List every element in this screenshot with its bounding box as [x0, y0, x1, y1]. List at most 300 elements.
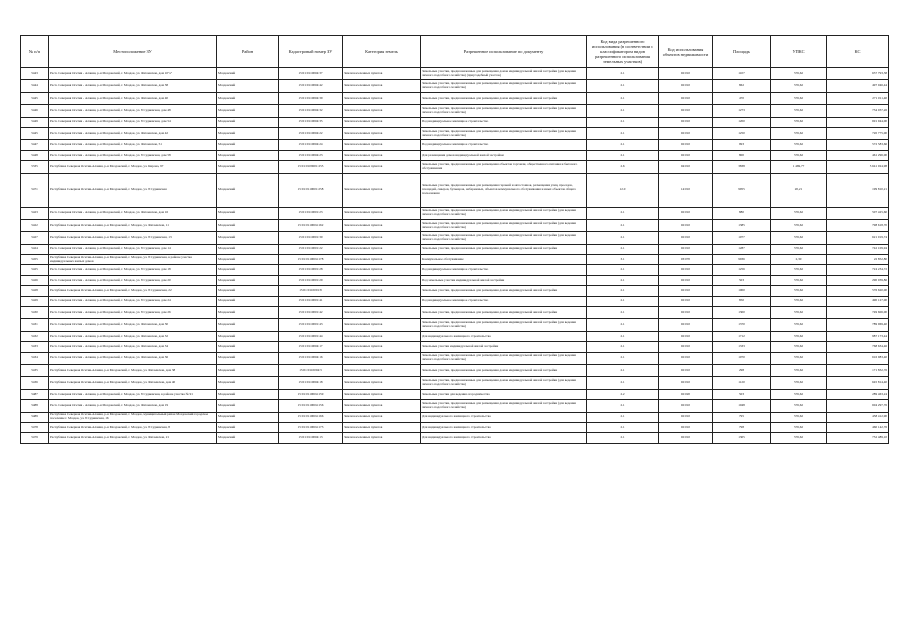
district-cell: Моздокский: [217, 117, 279, 127]
table-row: [21, 342, 889, 352]
permitted-use-cell: Земельные участки для ведения огородничества: [421, 389, 587, 399]
upks-cell: 576,62: [771, 150, 827, 160]
row-number-cell: 5426: [21, 275, 49, 285]
row-number-cell: 5471: [21, 173, 49, 207]
ks-cell: 720 775,00: [827, 127, 889, 139]
cadastral-number-cell: 15:01:0110004:162: [279, 219, 343, 231]
upks-cell: 576,62: [771, 92, 827, 104]
use-code-cell: 2.1: [587, 342, 659, 352]
area-cell: 1200: [713, 117, 771, 127]
upks-cell: 576,62: [771, 342, 827, 352]
table-row: [21, 286, 889, 296]
district-cell: Моздокский: [217, 105, 279, 117]
use-code-cell: 2.2: [587, 389, 659, 399]
district-cell: Моздокский: [217, 389, 279, 399]
land-category-cell: Земли населенных пунктов: [343, 296, 421, 306]
table-row: [21, 92, 889, 104]
row-number-cell: 5422: [21, 219, 49, 231]
district-cell: Моздокский: [217, 140, 279, 150]
table-row: [21, 140, 889, 150]
permitted-use-cell: Под индивидуальное жилищное строительство: [421, 265, 587, 275]
land-category-cell: Земли населенных пунктов: [343, 219, 421, 231]
area-cell: 1305: [713, 433, 771, 443]
district-cell: Моздокский: [217, 68, 279, 80]
area-cell: 993: [713, 140, 771, 150]
area-cell: 1077: [713, 232, 771, 244]
object-code-cell: 02:010: [659, 286, 713, 296]
location-cell: Респ. Северная Осетия - Алания, р-н Моздокский, г. Моздок, ул. 8 Судиевская, в районе участка № 91: [49, 389, 217, 399]
use-code-cell: 2.1: [587, 364, 659, 376]
district-cell: Моздокский: [217, 150, 279, 160]
table-row: [21, 127, 889, 139]
land-category-cell: Земли населенных пунктов: [343, 244, 421, 254]
use-code-cell: 2.1: [587, 150, 659, 160]
object-code-cell: 02:010: [659, 127, 713, 139]
row-number-cell: 5448: [21, 150, 49, 160]
location-cell: Республика Северная Осетия-Алания, р-н Моздокский, г. Моздок, ул. 8 Судиевская: [49, 173, 217, 207]
header-cell: Площадь: [713, 36, 771, 68]
land-category-cell: Земли населенных пунктов: [343, 92, 421, 104]
location-cell: Респ. Северная Осетия - Алания, р-н Моздокский, г. Моздок, ул. Фатеевская, дом 40: [49, 92, 217, 104]
ks-cell: 458 412,90: [827, 412, 889, 422]
permitted-use-cell: Земельные участки, предназначенные для размещения домов индивидуальной жилой застройки (для ведения личного подсобного хозяйства): [421, 377, 587, 389]
cadastral-number-cell: 15:01:0110004:42: [279, 80, 343, 92]
row-number-cell: 5447: [21, 140, 49, 150]
table-row: [21, 400, 889, 412]
table-row: [21, 68, 889, 80]
cadastral-number-cell: 15:01:0110004:156: [279, 400, 343, 412]
row-number-cell: 5434: [21, 352, 49, 364]
upks-cell: 576,62: [771, 331, 827, 341]
cadastral-number-cell: 15:01:0110004:16: [279, 352, 343, 364]
use-code-cell: 2.1: [587, 319, 659, 331]
district-cell: Моздокский: [217, 207, 279, 219]
land-category-cell: Земли населенных пунктов: [343, 207, 421, 219]
row-number-cell: 5449: [21, 117, 49, 127]
upks-cell: 576,62: [771, 105, 827, 117]
object-code-cell: 02:010: [659, 92, 713, 104]
header-cell: № п/п: [21, 36, 49, 68]
permitted-use-cell: Земельные участки, предназначенные для размещения домов индивидуальной жилой застройки: [421, 92, 587, 104]
row-number-cell: 5444: [21, 80, 49, 92]
table-row: [21, 173, 889, 207]
land-category-cell: Земли населенных пунктов: [343, 342, 421, 352]
use-code-cell: 2.1: [587, 377, 659, 389]
table-row: [21, 352, 889, 364]
area-cell: 503: [713, 389, 771, 399]
upks-cell: 20,21: [771, 173, 827, 207]
permitted-use-cell: Коммунальное обслуживание: [421, 255, 587, 265]
permitted-use-cell: Земельные участки, предназначенные для размещения домов индивидуальной жилой застройки (для ведения личного подсобного хозяйства): [421, 127, 587, 139]
land-category-cell: Земли населенных пунктов: [343, 127, 421, 139]
object-code-cell: 02:010: [659, 422, 713, 432]
cadastral-number-cell: 15:01:0110001:44: [279, 331, 343, 341]
ks-cell: 621 019,74: [827, 232, 889, 244]
district-cell: Моздокский: [217, 286, 279, 296]
use-code-cell: 2.1: [587, 117, 659, 127]
land-category-cell: Земли населенных пунктов: [343, 422, 421, 432]
upks-cell: 576,62: [771, 400, 827, 412]
upks-cell: 576,62: [771, 275, 827, 285]
object-code-cell: 04:010: [659, 161, 713, 173]
area-cell: 3838: [713, 161, 771, 173]
table-row: [21, 319, 889, 331]
area-cell: 1048: [713, 400, 771, 412]
use-code-cell: 2.1: [587, 68, 659, 80]
table-row: [21, 331, 889, 341]
area-cell: 1107: [713, 68, 771, 80]
use-code-cell: 3.1: [587, 255, 659, 265]
permitted-use-cell: Земельные участки, предназначенные для размещения домов индивидуальной жилой застройки: [421, 364, 587, 376]
object-code-cell: 02:010: [659, 377, 713, 389]
ks-cell: 461 296,00: [827, 150, 889, 160]
row-number-cell: 5432: [21, 331, 49, 341]
header-cell: УПКС: [771, 36, 827, 68]
land-category-cell: Земли населенных пунктов: [343, 377, 421, 389]
ks-cell: 604 297,76: [827, 400, 889, 412]
use-code-cell: 2.1: [587, 105, 659, 117]
location-cell: Республика Северная Осетия-Алания, р-н Моздокский, г. Моздок, ул. Фатеевская, 21: [49, 433, 217, 443]
area-cell: 298: [713, 364, 771, 376]
object-code-cell: 03:070: [659, 255, 713, 265]
land-category-cell: Земли населенных пунктов: [343, 364, 421, 376]
area-cell: 1273: [713, 105, 771, 117]
area-cell: 1000: [713, 286, 771, 296]
location-cell: Респ. Северная Осетия - Алания, р-н Моздокский, г. Моздок, ул. Фатеевская, дом 10"а": [49, 68, 217, 80]
area-cell: 795: [713, 412, 771, 422]
permitted-use-cell: Земельные участки, предназначенные для размещения домов индивидуальной жилой застройки (для ведения личного подсобного хозяйства): [421, 352, 587, 364]
use-code-cell: 2.1: [587, 275, 659, 285]
row-number-cell: 5431: [21, 319, 49, 331]
upks-cell: 576,62: [771, 140, 827, 150]
cadastral-number-cell: 15:01:0110001:23: [279, 207, 343, 219]
cadastral-number-cell: 15:01:0110001:258: [279, 173, 343, 207]
object-code-cell: 02:010: [659, 265, 713, 275]
upks-cell: 576,62: [771, 286, 827, 296]
use-code-cell: 2.1: [587, 307, 659, 319]
land-category-cell: Земли населенных пунктов: [343, 412, 421, 422]
use-code-cell: 2.1: [587, 207, 659, 219]
area-cell: 470: [713, 92, 771, 104]
land-category-cell: Земли населенных пунктов: [343, 389, 421, 399]
permitted-use-cell: Для индивидуального жилищного строительства: [421, 422, 587, 432]
header-cell: Местоположение ЗУ: [49, 36, 217, 68]
location-cell: Респ. Северная Осетия - Алания, р-н Моздокский, г. Моздок, ул. Фатеевская, дом 32: [49, 331, 217, 341]
row-number-cell: 5425: [21, 265, 49, 275]
use-code-cell: 2.1: [587, 352, 659, 364]
object-code-cell: 02:010: [659, 80, 713, 92]
location-cell: Респ. Северная Осетия - Алания, р-н Моздокский, г. Моздок, ул. Фатеевская, дом 38: [49, 80, 217, 92]
location-cell: Респ. Северная Осетия - Алания, р-н Моздокский, г. Моздок, ул. Фатеевская, 51: [49, 140, 217, 150]
ks-cell: 290 039,86: [827, 275, 889, 285]
location-cell: Респ. Северная Осетия - Алания, р-н Моздокский, г. Моздок, ул. Фатеевская, дом 36: [49, 352, 217, 364]
upks-cell: 576,62: [771, 364, 827, 376]
upks-cell: 576,62: [771, 377, 827, 389]
area-cell: 880: [713, 207, 771, 219]
row-number-cell: 5428: [21, 286, 49, 296]
land-category-cell: Земли населенных пунктов: [343, 400, 421, 412]
land-category-cell: Земли населенных пунктов: [343, 255, 421, 265]
district-cell: Моздокский: [217, 219, 279, 231]
district-cell: Моздокский: [217, 265, 279, 275]
district-cell: Моздокский: [217, 80, 279, 92]
upks-cell: 576,62: [771, 207, 827, 219]
district-cell: Моздокский: [217, 92, 279, 104]
upks-cell: 576,62: [771, 433, 827, 443]
ks-cell: 271 011,40: [827, 92, 889, 104]
row-number-cell: 5435: [21, 364, 49, 376]
data-sheet: [20, 35, 888, 444]
location-cell: Респ. Северная Осетия - Алания, р-н Моздокский, г. Моздок, ул. 8 Судиевская, дом 18: [49, 265, 217, 275]
permitted-use-cell: Земельные участки, предназначенные для размещения гаражей и автостоянок, размещения улиц, проездов, площадей, скверов, бульваров, набережных, объектов коммунального обслуживания и иных объектов общего пользования: [421, 173, 587, 207]
upks-cell: 576,62: [771, 232, 827, 244]
cadastral-number-cell: 15:01:0110001:22: [279, 244, 343, 254]
permitted-use-cell: Земельные участки, предназначенные для размещения домов индивидуальной жилой застройки (для ведения личного подсобного хозяйства): [421, 105, 587, 117]
area-cell: 9955: [713, 173, 771, 207]
location-cell: Республика Северная Осетия-Алания, р-н Моздокский, г. Моздок, ул. Фатеевская, 11: [49, 219, 217, 231]
object-code-cell: 02:010: [659, 150, 713, 160]
use-code-cell: 2.1: [587, 286, 659, 296]
ks-cell: 576 620,00: [827, 286, 889, 296]
object-code-cell: 02:010: [659, 232, 713, 244]
object-code-cell: 02:010: [659, 331, 713, 341]
upks-cell: 576,62: [771, 265, 827, 275]
ks-cell: 789 969,40: [827, 319, 889, 331]
permitted-use-cell: Земельные участки, предназначенные для размещения домов индивидуальной жилой застройки (для ведения личного подсобного хозяйства): [421, 219, 587, 231]
land-category-cell: Земли населенных пунктов: [343, 331, 421, 341]
location-cell: Респ. Северная Осетия - Алания, р-н Моздокский, г. Моздок, ул. Фатеевская, дом 42: [49, 127, 217, 139]
area-cell: 1120: [713, 377, 771, 389]
land-category-cell: Земли населенных пунктов: [343, 117, 421, 127]
location-cell: Респ. Северная Осетия - Алания, р-н Моздокский, г. Моздок, ул. 8 Судиевская, дом 24: [49, 296, 217, 306]
cadastral-number-cell: 15:01:0110004:24: [279, 140, 343, 150]
location-cell: Респ. Северная Осетия - Алания, р-н Моздокский, г. Моздок, ул. 8 Судиевская, дом 54: [49, 117, 217, 127]
land-category-cell: Земли населенных пунктов: [343, 140, 421, 150]
row-number-cell: 5443: [21, 68, 49, 80]
district-cell: Моздокский: [217, 296, 279, 306]
object-code-cell: 02:010: [659, 352, 713, 364]
upks-cell: 576,62: [771, 127, 827, 139]
location-cell: Республика Северная Осетия-Алания, р-н Моздокский, г. Моздок, ул. 8 Судиевская, 22: [49, 286, 217, 296]
use-code-cell: 2.1: [587, 140, 659, 150]
table-row: [21, 80, 889, 92]
location-cell: Респ. Северная Осетия - Алания, р-н Моздокский, г. Моздок, ул. 8 Судиевская, дом 48: [49, 105, 217, 117]
district-cell: Моздокский: [217, 319, 279, 331]
district-cell: Моздокский: [217, 331, 279, 341]
cadastral-number-cell: 15:01:0110004:178: [279, 255, 343, 265]
table-row: [21, 433, 889, 443]
row-number-cell: 5488: [21, 400, 49, 412]
object-code-cell: 14:010: [659, 173, 713, 207]
cadastral-number-cell: 15:01:0110004:35: [279, 117, 343, 127]
location-cell: Республика Северная Осетия-Алания, р-н Моздокский, г. Моздок, ул. Фатеевская, дом 40: [49, 377, 217, 389]
header-row: [21, 36, 889, 68]
location-cell: Респ. Северная Осетия - Алания, р-н Моздокский, г. Моздок, ул. 8 Судиевская, дом 20: [49, 275, 217, 285]
use-code-cell: 2.1: [587, 422, 659, 432]
cadastral-number-cell: 15:01:0110004:23: [279, 150, 343, 160]
cadastral-number-cell: 15:01:0110001:8: [279, 286, 343, 296]
ks-cell: 637 793,38: [827, 68, 889, 80]
district-cell: Моздокский: [217, 255, 279, 265]
row-number-cell: 5427: [21, 232, 49, 244]
land-category-cell: Земли населенных пунктов: [343, 161, 421, 173]
object-code-cell: 02:010: [659, 207, 713, 219]
object-code-cell: 02:020: [659, 389, 713, 399]
area-cell: 850: [713, 296, 771, 306]
row-number-cell: 5423: [21, 207, 49, 219]
area-cell: 9936: [713, 255, 771, 265]
use-code-cell: 12.0: [587, 173, 659, 207]
ks-cell: 749 606,00: [827, 307, 889, 319]
land-category-cell: Земли населенных пунктов: [343, 232, 421, 244]
row-number-cell: 5433: [21, 342, 49, 352]
ks-cell: 752 489,10: [827, 433, 889, 443]
object-code-cell: 02:010: [659, 105, 713, 117]
cadastral-number-cell: 15:01:0110001:30: [279, 232, 343, 244]
table-row: [21, 422, 889, 432]
cadastral-number-cell: 15:01:0110004:18: [279, 377, 343, 389]
district-cell: Моздокский: [217, 232, 279, 244]
land-category-cell: Земли населенных пунктов: [343, 105, 421, 117]
upks-cell: 576,62: [771, 352, 827, 364]
location-cell: Респ. Северная Осетия - Алания, р-н Моздокский, г. Моздок, ул. 8 Судиевская, дом 14: [49, 244, 217, 254]
location-cell: Респ. Северная Осетия - Алания, р-н Моздокский, г. Моздок, ул. 8 Судиевская, дом 58: [49, 150, 217, 160]
cadastral-number-cell: 15:01:0110004:39: [279, 92, 343, 104]
land-category-cell: Земли населенных пунктов: [343, 286, 421, 296]
area-cell: 1250: [713, 127, 771, 139]
row-number-cell: 5429: [21, 296, 49, 306]
ks-cell: 460 142,76: [827, 422, 889, 432]
table-row: [21, 161, 889, 173]
district-cell: Моздокский: [217, 364, 279, 376]
object-code-cell: 02:010: [659, 364, 713, 376]
ks-cell: 768 634,46: [827, 342, 889, 352]
use-code-cell: 2.1: [587, 244, 659, 254]
use-code-cell: 2.1: [587, 80, 659, 92]
upks-cell: 576,62: [771, 219, 827, 231]
cadastral-number-cell: 15:01:0110004:32: [279, 105, 343, 117]
location-cell: Республика Северная Осетия-Алания, р-н Моздокский, г. Моздок, ул. 8 Судиевская, 13: [49, 232, 217, 244]
row-number-cell: 5446: [21, 105, 49, 117]
permitted-use-cell: Земельные участки, предназначенные для размещения домов индивидуальной жилой застройки: [421, 307, 587, 319]
ks-cell: 507 425,60: [827, 207, 889, 219]
land-category-cell: Земли населенных пунктов: [343, 275, 421, 285]
land-category-cell: Земли населенных пунктов: [343, 319, 421, 331]
upks-cell: 576,62: [771, 296, 827, 306]
table-body: [21, 68, 889, 444]
permitted-use-cell: Для размещения домов индивидуальной жилой застройки: [421, 150, 587, 160]
use-code-cell: 2.1: [587, 433, 659, 443]
land-category-cell: Земли населенных пунктов: [343, 150, 421, 160]
location-cell: Респ. Северная Осетия - Алания, р-н Моздокский, г. Моздок, ул. Фатеевская, дом 30: [49, 319, 217, 331]
upks-cell: 576,62: [771, 68, 827, 80]
use-code-cell: 2.1: [587, 331, 659, 341]
location-cell: Республика Северная Осетия-Алания, р-н Моздокский, г. Моздок, муниципальный район Моздокский городское поселение г. Моздок, ул. 8 Судиевская, 16: [49, 412, 217, 422]
cadastral-number-cell: 15:01:0110004:17: [279, 342, 343, 352]
table-row: [21, 412, 889, 422]
object-code-cell: 02:010: [659, 307, 713, 319]
ks-cell: 572 583,66: [827, 140, 889, 150]
ks-cell: 742 109,94: [827, 244, 889, 254]
district-cell: Моздокский: [217, 400, 279, 412]
upks-cell: 1 469,77: [771, 161, 827, 173]
header-cell: Код использования объектов недвижимости: [659, 36, 713, 68]
land-plots-table: [20, 35, 889, 444]
permitted-use-cell: Для индивидуального жилищного строительства: [421, 331, 587, 341]
table-row: [21, 296, 889, 306]
permitted-use-cell: Земельные участки, предназначенные для размещения домов индивидуальной жилой застройки (для ведения личного подсобного хозяйства): [421, 319, 587, 331]
table-row: [21, 307, 889, 319]
use-code-cell: 2.1: [587, 219, 659, 231]
use-code-cell: 2.1: [587, 92, 659, 104]
header-cell: Разрешенное использование по документу: [421, 36, 587, 68]
object-code-cell: 02:010: [659, 342, 713, 352]
upks-cell: 576,62: [771, 80, 827, 92]
ks-cell: 199 810,21: [827, 173, 889, 207]
row-number-cell: 5424: [21, 244, 49, 254]
object-code-cell: 02:010: [659, 400, 713, 412]
location-cell: Республика Северная Осетия-Алания, р-н Моздокский, г. Моздок, ул. 8 Судиевская, в районе участка индивидуальных жилых домов: [49, 255, 217, 265]
upks-cell: 576,62: [771, 412, 827, 422]
permitted-use-cell: Земельные участки, предназначенные для размещения домов индивидуальной жилой застройки: [421, 244, 587, 254]
cadastral-number-cell: 15:01:0109001:255: [279, 161, 343, 173]
upks-cell: 576,62: [771, 389, 827, 399]
district-cell: Моздокский: [217, 307, 279, 319]
cadastral-number-cell: 15:01:0110004:22: [279, 127, 343, 139]
land-category-cell: Земли населенных пунктов: [343, 433, 421, 443]
use-code-cell: 2.1: [587, 296, 659, 306]
object-code-cell: 02:010: [659, 68, 713, 80]
cadastral-number-cell: 15:01:0110004:37: [279, 68, 343, 80]
area-cell: 798: [713, 422, 771, 432]
header-cell: Код вида разрешенного использования (в соответствии с классификатором видов разрешенного использования земельных участков): [587, 36, 659, 68]
object-code-cell: 02:010: [659, 244, 713, 254]
location-cell: Респ. Северная Осетия - Алания, р-н Моздокский, г. Моздок, ул. Фатеевская, дом 16: [49, 207, 217, 219]
table-row: [21, 377, 889, 389]
area-cell: 1070: [713, 352, 771, 364]
cadastral-number-cell: 15:01:0110004:173: [279, 422, 343, 432]
use-code-cell: 2.1: [587, 412, 659, 422]
permitted-use-cell: Под земельные участки индивидуальной жилой застройки: [421, 275, 587, 285]
district-cell: Моздокский: [217, 275, 279, 285]
cadastral-number-cell: 15:01:0110001:28: [279, 265, 343, 275]
use-code-cell: 2.1: [587, 265, 659, 275]
object-code-cell: 02:010: [659, 296, 713, 306]
ks-cell: 724 234,72: [827, 265, 889, 275]
table-row: [21, 117, 889, 127]
upks-cell: 576,62: [771, 307, 827, 319]
ks-cell: 5 641 024,98: [827, 161, 889, 173]
district-cell: Моздокский: [217, 161, 279, 173]
district-cell: Моздокский: [217, 127, 279, 139]
permitted-use-cell: Под индивидуальное жилищное строительство: [421, 117, 587, 127]
land-category-cell: Земли населенных пунктов: [343, 80, 421, 92]
permitted-use-cell: Земельные участки, предназначенные для размещения домов индивидуальной жилой застройки (для ведения личного подсобного хозяйства) (приусадебный участок): [421, 68, 587, 80]
cadastral-number-cell: 15:01:0110004:13: [279, 433, 343, 443]
table-row: [21, 150, 889, 160]
area-cell: 503: [713, 275, 771, 285]
ks-cell: 616 983,40: [827, 352, 889, 364]
object-code-cell: 02:010: [659, 412, 713, 422]
cadastral-number-cell: 15:01:0110004:3: [279, 364, 343, 376]
object-code-cell: 02:010: [659, 433, 713, 443]
ks-cell: 645 814,40: [827, 377, 889, 389]
upks-cell: 576,62: [771, 244, 827, 254]
table-row: [21, 275, 889, 285]
use-code-cell: 2.1: [587, 232, 659, 244]
permitted-use-cell: Под индивидуальное жилищное строительство: [421, 140, 587, 150]
ks-cell: 289 463,24: [827, 389, 889, 399]
